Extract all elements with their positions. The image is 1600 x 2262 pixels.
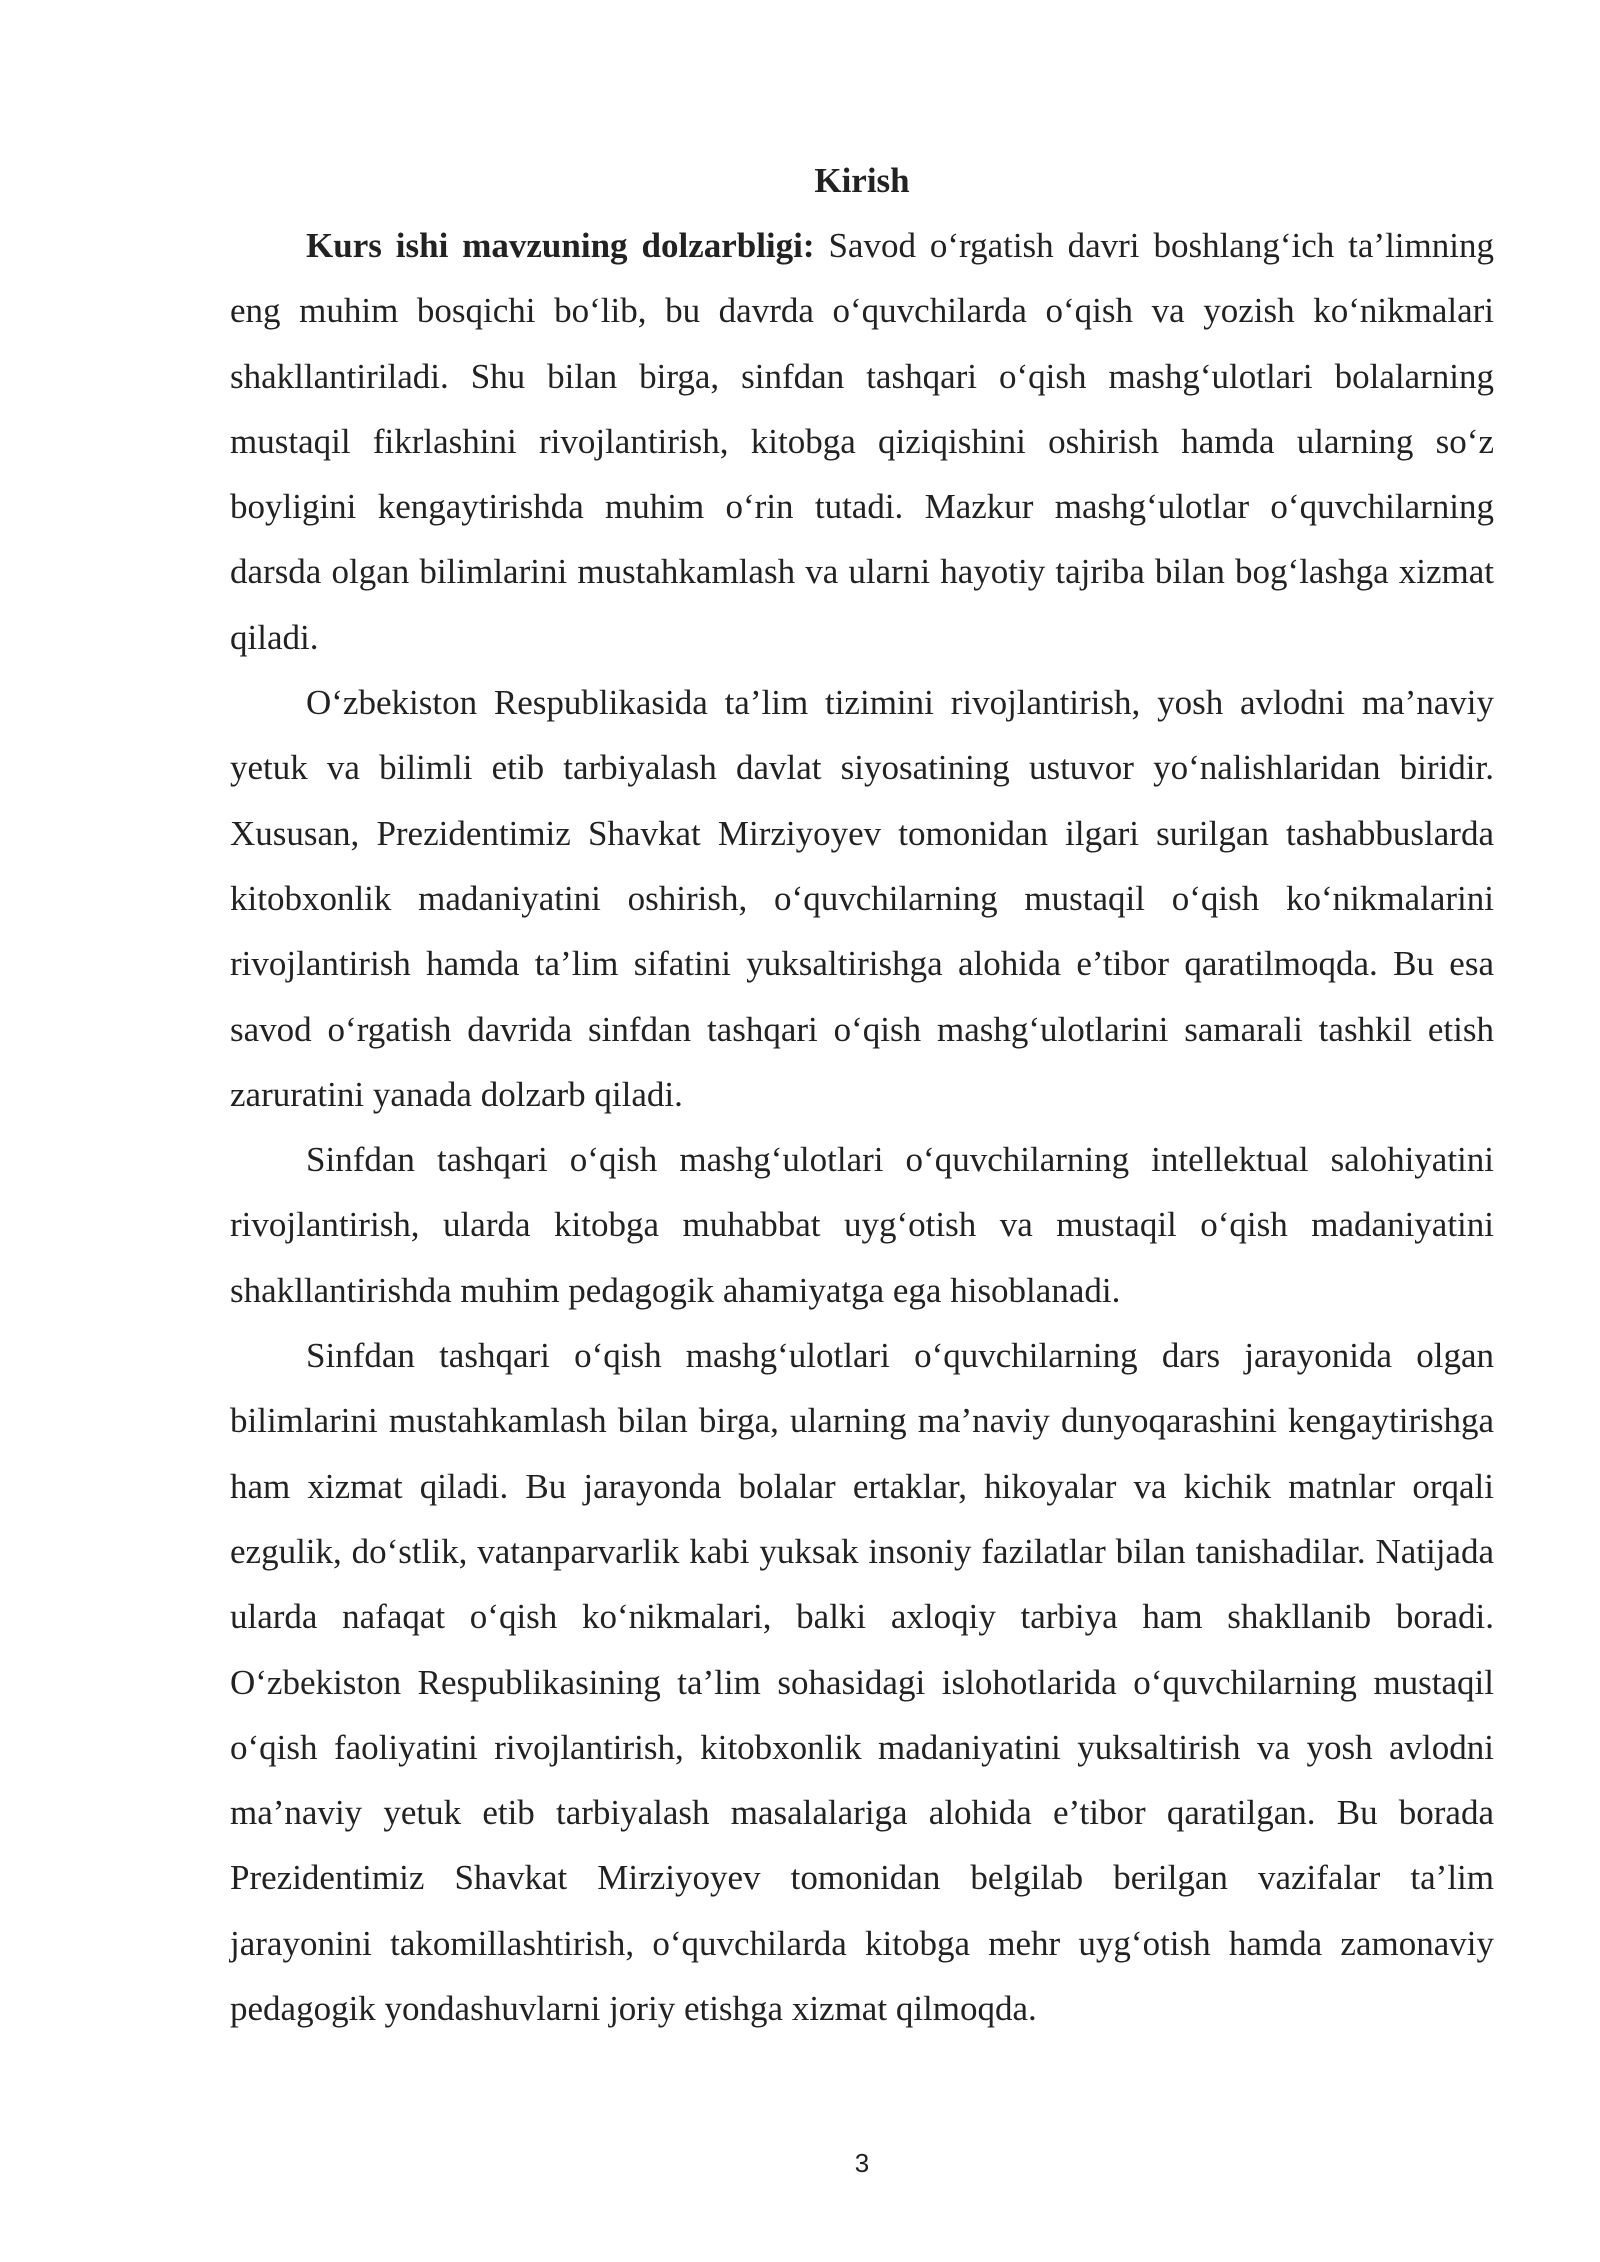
document-body — [230, 148, 1494, 2041]
paragraph-education-policy: O‘zbekiston Respublikasida ta’lim tizimini rivojlantirish, yosh avlodni ma’naviy yetuk va bilimli etib tarbiyalash davlat siyosatining ustuvor yo‘nalishlaridan biridir. Xususan, Prezidentimiz Shavkat Mirziyoyev tomonidan ilgari surilgan tashabbuslarda kitobxonlik madaniyatini oshirish, o‘quvchilarning mustaqil o‘qish ko‘nikmalarini rivojlantirish hamda ta’lim sifatini yuksaltirishga alohida e’tibor qaratilmoqda. Bu esa savod o‘rgatish davrida sinfdan tashqari o‘qish mashg‘ulotlarini samarali tashkil etish zaruratini yanada dolzarb qiladi. — [230, 683, 1494, 1114]
paragraph-reading-benefits: Sinfdan tashqari o‘qish mashg‘ulotlari o‘quvchilarning dars jarayonida olgan bilimlarini mustahkamlash bilan birga, ularning ma’naviy dunyoqarashini kengaytirishga ham xizmat qiladi. Bu jarayonda bolalar ertaklar, hikoyalar va kichik matnlar orqali ezgulik, do‘stlik, vatanparvarlik kabi yuksak insoniy fazilatlar bilan tanishadilar. Natijada ularda nafaqat o‘qish ko‘nikmalari, balki axloqiy tarbiya ham shakllanib boradi. O‘zbekiston Respublikasining ta’lim sohasidagi islohotlarida o‘quvchilarning mustaqil o‘qish faoliyatini rivojlantirish, kitobxonlik madaniyatini yuksaltirish va yosh avlodni ma’naviy yetuk etib tarbiyalash masalalariga alohida e’tibor qaratilgan. Bu borada Prezidentimiz Shavkat Mirziyoyev tomonidan belgilab berilgan vazifalar ta’lim jarayonini takomillashtirish, o‘quvchilarda kitobga mehr uyg‘otish hamda zamonaviy pedagogik yondashuvlarni joriy etishga xizmat qilmoqda. — [230, 1336, 1494, 2029]
paragraph-text: Savod o‘rgatish davri boshlang‘ich ta’limning eng muhim bosqichi bo‘lib, bu davrda o‘quvchilarda o‘qish va yozish ko‘nikmalari shakllantiriladi. Shu bilan birga, sinfdan tashqari o‘qish mashg‘ulotlari bolalarning mustaqil fikrlashini rivojlantirish, kitobga qiziqishini oshirish hamda ularning so‘z boyligini kengaytirishda muhim o‘rin tutadi. Mazkur mashg‘ulotlar o‘quvchilarning darsda olgan bilimlarini mustahkamlash va ularni hayotiy tajriba bilan bog‘lashga xizmat qiladi. — [230, 226, 1494, 657]
paragraph-lead-label: Kurs ishi mavzuning dolzarbligi: — [306, 226, 815, 265]
paragraph-extracurricular-reading: Sinfdan tashqari o‘qish mashg‘ulotlari o‘quvchilarning intellektual salohiyatini rivojlantirish, ularda kitobga muhabbat uyg‘otish va mustaqil o‘qish madaniyatini shakllantirishda muhim pedagogik ahamiyatga ega hisoblanadi. — [230, 1140, 1494, 1310]
paragraph-relevance — [230, 213, 1494, 670]
section-title: Kirish — [814, 161, 910, 200]
page-number: 3 — [854, 2148, 870, 2178]
